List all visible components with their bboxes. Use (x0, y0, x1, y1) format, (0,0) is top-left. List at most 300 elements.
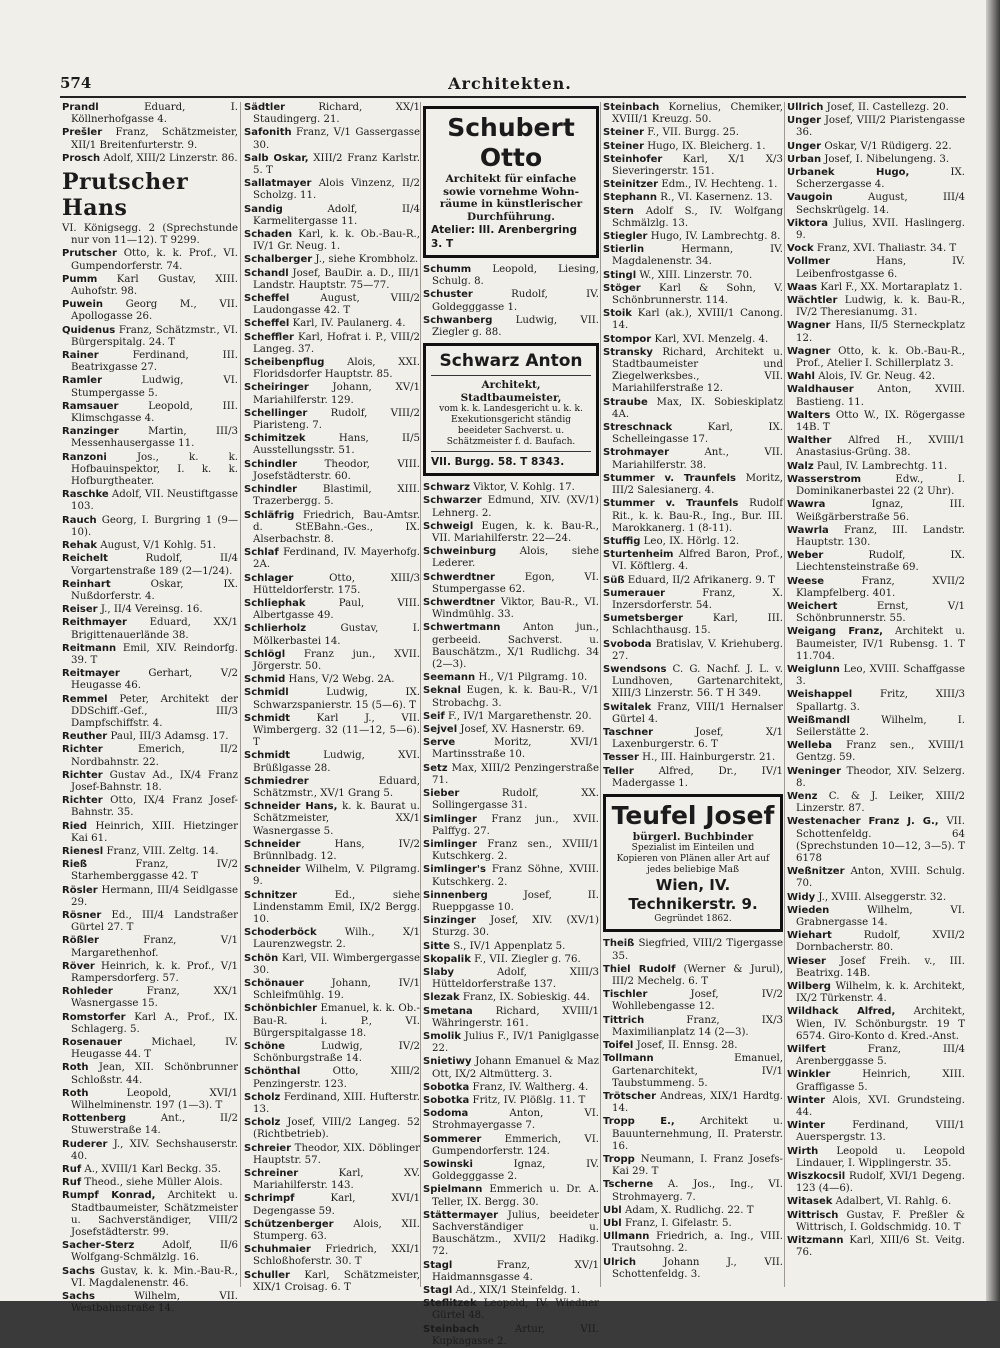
directory-entry (423, 992, 599, 1004)
advertisement-schwarz (423, 343, 599, 476)
entry-details: Rudolf, XVII/2 Dornbacherstr. 80. (796, 930, 965, 954)
entry-name: Schmidt (244, 750, 291, 762)
directory-entry (423, 788, 599, 812)
directory-entry (244, 153, 420, 177)
entry-details: Theodor, VIII. Josefstädterstr. 60. (253, 458, 420, 482)
entry-name: Stöger (603, 282, 641, 294)
column-divider (240, 102, 241, 1287)
directory-entry (603, 664, 783, 701)
entry-details: Ed., III/4 Landstraßer Gürtel 27. T (71, 909, 238, 934)
directory-entry (787, 218, 965, 242)
directory-entry (423, 724, 599, 736)
ad-address: VII. Burgg. 58. T 8343. (431, 456, 565, 469)
entry-details: Franz, VIII/1 Hernalser Gürtel 4. (612, 701, 783, 725)
directory-entry (423, 1260, 599, 1284)
entry-name: Schönbichler (244, 1003, 318, 1015)
entry-name: Wieden (787, 904, 830, 916)
directory-entry (244, 318, 420, 330)
directory-entry (603, 1218, 783, 1230)
entry-name: Serve (423, 737, 456, 749)
entry-name: Wiehart (787, 930, 832, 942)
entry-name: Scheiringer (244, 382, 309, 394)
directory-entry (62, 579, 238, 603)
entry-details: Adalbert, VI. Rahlg. 6. (835, 1196, 952, 1208)
directory-entry (423, 864, 599, 888)
entry-name: Wächtler (787, 295, 838, 307)
ad-address: Wien, IV. Technikerstr. 9. (628, 876, 758, 914)
directory-entry (603, 283, 783, 307)
entry-name: Stättermayer (423, 1209, 499, 1221)
ad-rule (431, 451, 591, 452)
directory-entry (62, 1291, 238, 1315)
column-divider (784, 102, 785, 1287)
entry-name: Sachs (62, 1265, 95, 1277)
entry-details: Viktor, Bau-R., VI. Windmühlg. 33. (432, 597, 599, 621)
entry-details: Wilhelm, I. Seilerstätte 2. (796, 714, 965, 738)
entry-details: Richard, Architekt u. Stadtbaumeister und Ziegelwerksbes., VII. Mariahilferstraße 12. (612, 346, 783, 395)
entry-details: Karl, XIII/6 St. Veitg. 76. (796, 1235, 965, 1259)
entry-name: Ramler (62, 375, 103, 387)
directory-entry (603, 231, 783, 243)
directory-entry (603, 964, 783, 988)
entry-name: Winkler (787, 1069, 831, 1081)
entry-name: Wittrisch (787, 1209, 839, 1221)
entry-details: Heinrich, XIII. Hietzinger Kai 61. (71, 820, 238, 844)
entry-name: Rößler (62, 935, 99, 947)
directory-entry (244, 1092, 420, 1116)
entry-name: Strohmayer (603, 447, 669, 459)
directory-entry (423, 672, 599, 684)
entry-details: F., IV/1 Margarethenstr. 20. (448, 710, 592, 722)
entry-details: Franz, IV. Waltherg. 4. (472, 1081, 589, 1093)
directory-entry (244, 1041, 420, 1065)
entry-details: Edmund, XIV. (XV/1) Lehnerg. 2. (432, 495, 599, 519)
directory-entry (603, 1154, 783, 1178)
entry-details: J., XVIII. Alseggerstr. 32. (818, 891, 947, 903)
entry-name: Wirth (787, 1145, 819, 1157)
entry-details: Architekt u. Baumeister, IV/1 Rubensg. 1. T 11.704. (796, 626, 965, 662)
entry-details: R., VI. Kasernenz. 13. (660, 192, 773, 204)
directory-entry (62, 910, 238, 934)
entry-name: Schön (244, 952, 279, 964)
directory-entry (62, 731, 238, 743)
directory-entry (244, 332, 420, 356)
directory-entry (423, 521, 599, 545)
entry-details: VI. Königsegg. 2 (Sprechstunde nur von 11—12). T 9299. (62, 223, 238, 247)
entry-details: August, III/4 Sechskrügelg. 14. (796, 192, 965, 216)
directory-entry (244, 649, 420, 673)
entry-name: Reithmayer (62, 617, 127, 629)
directory-entry (62, 325, 238, 349)
entry-name: Ranzinger (62, 426, 119, 438)
entry-name: Ruderer (62, 1138, 108, 1150)
entry-details: Alois, XVI. Grundsteing. 44. (796, 1094, 965, 1119)
entry-name: Schwerdtner (423, 571, 495, 583)
entry-details: Hans, V/2 Webg. 2A. (288, 674, 395, 686)
entry-details: Franz, IV/2 Starhemberggasse 42. T (71, 859, 238, 883)
entry-details: Fritz, IV. Plößlg. 11. T (472, 1094, 586, 1106)
entry-details: Alois, XII. Stumperg. 63. (253, 1218, 420, 1243)
entry-name: Skopalik (423, 953, 471, 965)
directory-entry (787, 1044, 965, 1068)
entry-details: Otto, IX/4 Franz Josef-Bahnstr. 35. (71, 795, 238, 819)
entry-details: Franz, IX. Sobieskig. 44. (462, 992, 590, 1004)
entry-name: Rösler (62, 884, 98, 896)
entry-details: Karl F., XX. Mortaraplatz 1. (820, 281, 963, 293)
entry-details: Paul, IV. Lambrechtg. 11. (816, 460, 948, 472)
directory-entry (62, 1177, 238, 1189)
entry-name: Quidenus (62, 324, 116, 336)
entry-name: Seknal (423, 685, 461, 697)
directory-entry (244, 459, 420, 483)
directory-entry (244, 1003, 420, 1040)
entry-details: Gerhart, V/2 Heugasse 46. (71, 668, 238, 692)
directory-entry (787, 499, 965, 523)
ad-title: Schubert Otto (447, 113, 575, 172)
entry-details: Wilhelm, VI. Grabnergasse 14. (796, 904, 965, 928)
entry-details: XIII/2 Franz Karlstr. 5. T (253, 152, 420, 177)
entry-details: Rudolf, II/4 Vorgartenstraße 189 (2—1/24). (71, 553, 238, 577)
entry-name: Sobotka (423, 1081, 470, 1093)
entry-details: Ludwig, VI. Stumpergasse 5. (71, 375, 238, 399)
directory-entry (787, 1210, 965, 1234)
entry-name: Ubl (603, 1217, 622, 1229)
directory-entry (423, 1324, 599, 1348)
entry-details: Julius, beeideter Sachverständiger u. Bauschätzm., XVII/2 Hadikg. 72. (432, 1209, 599, 1258)
entry-name: Smolik (423, 1030, 461, 1042)
directory-entry (244, 1270, 420, 1294)
directory-entry (603, 1231, 783, 1255)
entry-details: Blastimil, XIII. Trazerbergg. 5. (253, 484, 420, 508)
entry-name: Romstorfer (62, 1011, 126, 1023)
entry-name: Schimitzek (244, 433, 306, 445)
entry-name: Spielmann (423, 1184, 483, 1196)
entry-details: Gustav, k. k. Min.-Bau-R., VI. Magdalenenstr. 46. (71, 1265, 238, 1289)
directory-entry (603, 639, 783, 663)
entry-name: Ullrich (787, 102, 824, 113)
entry-details: Richard, XVIII/1 Währingerstr. 161. (432, 1005, 599, 1029)
ad-title: Teufel Josef (611, 800, 775, 830)
ad-address: Atelier: III. Arenbergring 3. T (431, 224, 577, 250)
entry-name: Urban (787, 153, 822, 165)
entry-name: Waldhauser (787, 384, 854, 396)
directory-entry (244, 1193, 420, 1217)
directory-entry (62, 1062, 238, 1086)
entry-details: Architekt u. Bauunternehmung, II. Praterstr. 16. (612, 1116, 783, 1152)
entry-name: Prandl (62, 102, 99, 113)
directory-entry (603, 270, 783, 282)
directory-entry (62, 1037, 238, 1061)
entry-name: Schneider (244, 838, 301, 850)
entry-details: Karl, X/1 X/3 Sieveringerstr. 151. (612, 153, 783, 178)
entry-name: Prosch (62, 152, 101, 164)
entry-details: Hans, II/5 Ausstellungsstr. 51. (253, 433, 420, 457)
entry-details: Max, IX. Sobieskiplatz 4A. (612, 396, 783, 420)
entry-details: Johann, IV/1 Schleifmühlg. 19. (253, 978, 420, 1002)
entry-details: Ant., VII. Mariahilferstr. 38. (612, 447, 783, 471)
entry-details: Ed., siehe Lindenstamm Emil, IX/2 Bergg. 10. (253, 889, 420, 925)
entry-name: Wilberg (787, 981, 831, 993)
entry-name: Simlinger (423, 813, 477, 825)
entry-details: H., V/1 Pilgramg. 10. (478, 672, 588, 684)
directory-entry (244, 1066, 420, 1090)
directory-entry (423, 572, 599, 596)
entry-name: Scholz (244, 1091, 281, 1103)
directory-entry (787, 1006, 965, 1043)
directory-entry (244, 1219, 420, 1243)
entry-details: F., VII. Ziegler g. 76. (474, 953, 581, 965)
entry-details: Leo, XVIII. Schaffgasse 3. (796, 663, 965, 688)
entry-name: Sobotka (423, 1094, 470, 1106)
entry-details: C. & J. Leiker, XIII/2 Linzerstr. 87. (796, 790, 965, 815)
directory-entry (244, 127, 420, 151)
entry-name: Schuster (423, 289, 473, 301)
entry-details: Georg M., VII. Apollogasse 26. (71, 299, 238, 323)
entry-details: Theod., siehe Müller Alois. (84, 1177, 223, 1189)
directory-entry (62, 935, 238, 959)
entry-name: Reitmayer (62, 668, 120, 680)
entry-name: Walters (787, 409, 831, 421)
entry-name: Schlaf (244, 547, 279, 559)
directory-entry (787, 141, 965, 153)
directory-entry (787, 474, 965, 498)
entry-details: Franz, XVII/2 Klampfelberg. 401. (796, 575, 965, 599)
directory-entry (787, 371, 965, 383)
entry-name: Schmidt (244, 712, 291, 724)
entry-details: Andreas, XIX/1 Hardtg. 14. (612, 1090, 783, 1115)
entry-details: Hugo, IV. Lambrechtg. 8. (650, 231, 781, 243)
entry-name: Süß (603, 574, 625, 586)
entry-details: Franz, XV/1 Haidmannsgasse 4. (432, 1259, 599, 1283)
entry-name: Walz (787, 460, 814, 472)
entry-name: Switalek (603, 701, 652, 713)
directory-entry (62, 1012, 238, 1036)
entry-details: Josef, BauDir. a. D., III/1 Landstr. Hauptstr. 75—77. (253, 267, 420, 291)
header-rule (60, 96, 966, 98)
entry-details: Jos., k. k. Hofbauinspektor, I. k. k. Hofburgtheater. (71, 451, 238, 488)
entry-name: Wagner (787, 320, 831, 332)
entry-details: Siegfried, VIII/2 Tigergasse 35. (612, 938, 783, 962)
entry-details: Franz, V/1 Margarethenhof. (71, 935, 238, 959)
ad-text: räume in künstlerischer (439, 198, 583, 210)
directory-entry (244, 573, 420, 597)
entry-name: Winter (787, 1120, 826, 1132)
directory-entry (787, 192, 965, 216)
entry-name: Tischler (603, 989, 648, 1001)
entry-name: Prešler (62, 127, 103, 139)
directory-entry (423, 264, 599, 288)
entry-name: Thiel Rudolf (603, 963, 676, 975)
directory-entry (603, 498, 783, 535)
entry-details: Eduard, Schätzmstr., XV/1 Grang 5. (253, 775, 420, 799)
directory-entry (244, 357, 420, 381)
directory-entry (603, 1179, 783, 1203)
entry-details: Josef, I. Nibelungeng. 3. (824, 153, 950, 165)
directory-entry (62, 401, 238, 425)
entry-name: Walther (787, 435, 832, 447)
entry-details: J., siehe Krombholz. (315, 254, 419, 266)
directory-entry (603, 1091, 783, 1115)
entry-details: Rudolf Rit., k. k. Bau-R., Ing., Bur. III. Marokkanerg. 1 (8-11). (612, 498, 783, 534)
entry-details: Karl, k. k. Ob.-Bau-R., IV/1 Gr. Neug. 1. (253, 229, 420, 253)
directory-entry (603, 422, 783, 446)
directory-entry (603, 613, 783, 637)
directory-entry (603, 127, 783, 139)
entry-name: Schnitzer (244, 889, 298, 901)
entry-details: August, VIII/2 Laudongasse 42. T (253, 293, 420, 317)
entry-name: Taschner (603, 726, 654, 738)
directory-entry (787, 320, 965, 344)
directory-entry (603, 1015, 783, 1039)
entry-name: Steiner (603, 140, 645, 152)
entry-details: Rudolf, XVI/1 Degeng. 123 (4—6). (796, 1171, 965, 1195)
directory-entry (62, 694, 238, 731)
entry-details: Friedrich, a. Ing., VIII. Trautsohng. 2. (612, 1231, 783, 1255)
entry-name: Ruf (62, 1164, 82, 1176)
entry-details: Edm., IV. Hechteng. 1. (661, 179, 778, 191)
entry-details: Kornelius, Chemiker, XVIII/1 Kreuzg. 50. (612, 102, 783, 126)
ad-text: Architekt für einfache (445, 173, 577, 185)
entry-name: Stephann (603, 192, 658, 204)
entry-name: Wilfert (787, 1044, 826, 1056)
page-edge (986, 0, 1000, 1301)
entry-name: Stompor (603, 333, 652, 345)
directory-entry (244, 382, 420, 406)
entry-name: Ruf (62, 1177, 82, 1189)
entry-name: Snietiwy (423, 1056, 472, 1068)
directory-entry (62, 553, 238, 577)
directory-entry (603, 179, 783, 191)
ad-text: Spezialist im Einteilen und Kopieren von Plänen aller Art auf jedes beliebige Maß (616, 843, 770, 876)
entry-details: Emanuel, Gartenarchitekt, IV/1 Taubstummeng. 5. (612, 1053, 783, 1089)
entry-name: Weichert (787, 600, 838, 612)
ad-text: Architekt, Stadtbaumeister, (460, 379, 562, 404)
entry-details: Karl, IV. Paulanerg. 4. (292, 318, 406, 330)
directory-entry (423, 763, 599, 787)
entry-details: Ernst, V/1 Schönbrunnerstr. 55. (796, 600, 965, 625)
entry-details: Rudolf, IX. Liechtensteinstraße 69. (796, 550, 965, 574)
directory-entry (244, 978, 420, 1002)
directory-entry (787, 1146, 965, 1170)
entry-details: Franz, Schätzmeister, XII/1 Breitenfurterstr. 9. (71, 127, 238, 151)
directory-entry (787, 167, 965, 191)
column-4 (603, 102, 783, 1287)
directory-entry (423, 1134, 599, 1158)
entry-name: Rohleder (62, 986, 113, 998)
directory-entry (244, 254, 420, 266)
directory-entry (62, 617, 238, 641)
entry-name: Schoderböck (244, 927, 317, 939)
entry-name: Schwanberg (423, 314, 493, 326)
directory-entry (603, 1257, 783, 1281)
directory-entry (603, 397, 783, 421)
entry-details: Richard, XX/1 Staudingerg. 21. (253, 102, 420, 126)
entry-name: Schlierholz (244, 623, 307, 635)
entry-details: Otto, XIII/3 Hütteldorferstr. 175. (253, 572, 420, 596)
entry-details: Franz, III. Landstr. Hauptstr. 130. (796, 524, 965, 548)
entry-details: Josef, II. Rueppgasse 10. (432, 889, 599, 913)
directory-entry (787, 282, 965, 294)
entry-details: Eduard, II/2 Afrikanerg. 9. T (627, 574, 775, 586)
entry-details: August, V/1 Kohlg. 51. (100, 540, 217, 552)
entry-details: Eduard, I. Köllnerhofgasse 4. (71, 102, 238, 126)
directory-entry (423, 941, 599, 953)
directory-entry (787, 243, 965, 255)
entry-details: Theodor, XIV. Selzerg. 8. (796, 765, 965, 789)
directory-entry (244, 713, 420, 750)
entry-name: Toifel (603, 1040, 634, 1052)
entry-details: Michael, IV. Heugasse 44. T (71, 1037, 238, 1061)
directory-entry (423, 839, 599, 863)
entry-details: Alfred, Dr., IV/1 Madergasse 1. (612, 765, 783, 789)
directory-entry (62, 795, 238, 819)
directory-entry (603, 206, 783, 230)
entry-details: Karl A., Prof., IX. Schlagerg. 5. (71, 1011, 238, 1035)
entry-details: Viktor, V. Kohlg. 17. (473, 482, 575, 494)
entry-details: Heinrich, XIII. Graffigasse 5. (796, 1069, 965, 1093)
entry-name: Unger (787, 140, 822, 152)
directory-entry (62, 770, 238, 794)
entry-details: Georg, I. Burgring 1 (9—10). (71, 514, 239, 538)
entry-details: J., XIV. Sechshauserstr. 40. (71, 1138, 238, 1162)
entry-details: Karl, III. Schlachthausg. 15. (612, 613, 783, 637)
directory-entry (62, 452, 238, 489)
entry-details: Hans, IV. Leibenfrostgasse 6. (796, 256, 965, 280)
entry-name: Schönthal (244, 1066, 301, 1078)
entry-name: Winter (787, 1094, 826, 1106)
directory-entry (244, 178, 420, 202)
directory-entry (787, 256, 965, 280)
entry-name: Steiner (603, 127, 645, 139)
directory-entry (423, 482, 599, 494)
entry-details: Emmerich u. Dr. A. Teller, IX. Bergg. 30. (432, 1184, 599, 1208)
directory-entry (603, 989, 783, 1013)
entry-details: Wilhelm, V. Pilgramg. 9. (253, 864, 420, 888)
entry-name: Streschnack (603, 422, 673, 434)
column-divider (600, 102, 601, 1287)
directory-entry (787, 664, 965, 688)
entry-details: Adolf, XIII/3 Hütteldorferstraße 137. (432, 966, 599, 991)
entry-details: Ferdinand, VIII/1 Auerspergstr. 13. (796, 1120, 965, 1144)
entry-name: Stuffig (603, 535, 641, 547)
entry-name: Schweigl (423, 520, 474, 532)
entry-name: Schrimpf (244, 1193, 295, 1205)
entry-details: Karl, XVI/1 Degengasse 59. (253, 1193, 420, 1217)
directory-entry (244, 674, 420, 686)
entry-name: Reitmann (62, 642, 117, 654)
directory-entry (787, 1095, 965, 1119)
entry-name: Schuhmaier (244, 1244, 311, 1256)
entry-name: Straube (603, 396, 648, 408)
entry-name: Scholz (244, 1117, 281, 1129)
entry-details: Franz, III/4 Arenberggasse 5. (796, 1044, 965, 1068)
entry-details: Julius F., IV/1 Paniglgasse 22. (432, 1030, 599, 1055)
entry-name: Teller (603, 765, 634, 777)
entry-name: Reichelt (62, 553, 108, 565)
directory-entry (244, 776, 420, 800)
entry-details: Franz, IX/3 Maximilianplatz 14 (2—3). (612, 1014, 783, 1038)
entry-name: Salb Oskar, (244, 152, 309, 164)
entry-name: Stransky (603, 346, 653, 358)
entry-name: Trötscher (603, 1090, 657, 1102)
entry-name: Sowinski (423, 1158, 473, 1170)
entry-name: Seif (423, 710, 445, 722)
entry-details: Ferdinand, IV. Mayerhofg. 2A. (253, 547, 420, 571)
entry-details: Hans, II/5 Sterneckplatz 12. (796, 320, 965, 344)
entry-details: Josef, VIII/2 Piaristengasse 36. (796, 115, 965, 139)
directory-entry (423, 890, 599, 914)
entry-name: Swendsons (603, 663, 667, 675)
